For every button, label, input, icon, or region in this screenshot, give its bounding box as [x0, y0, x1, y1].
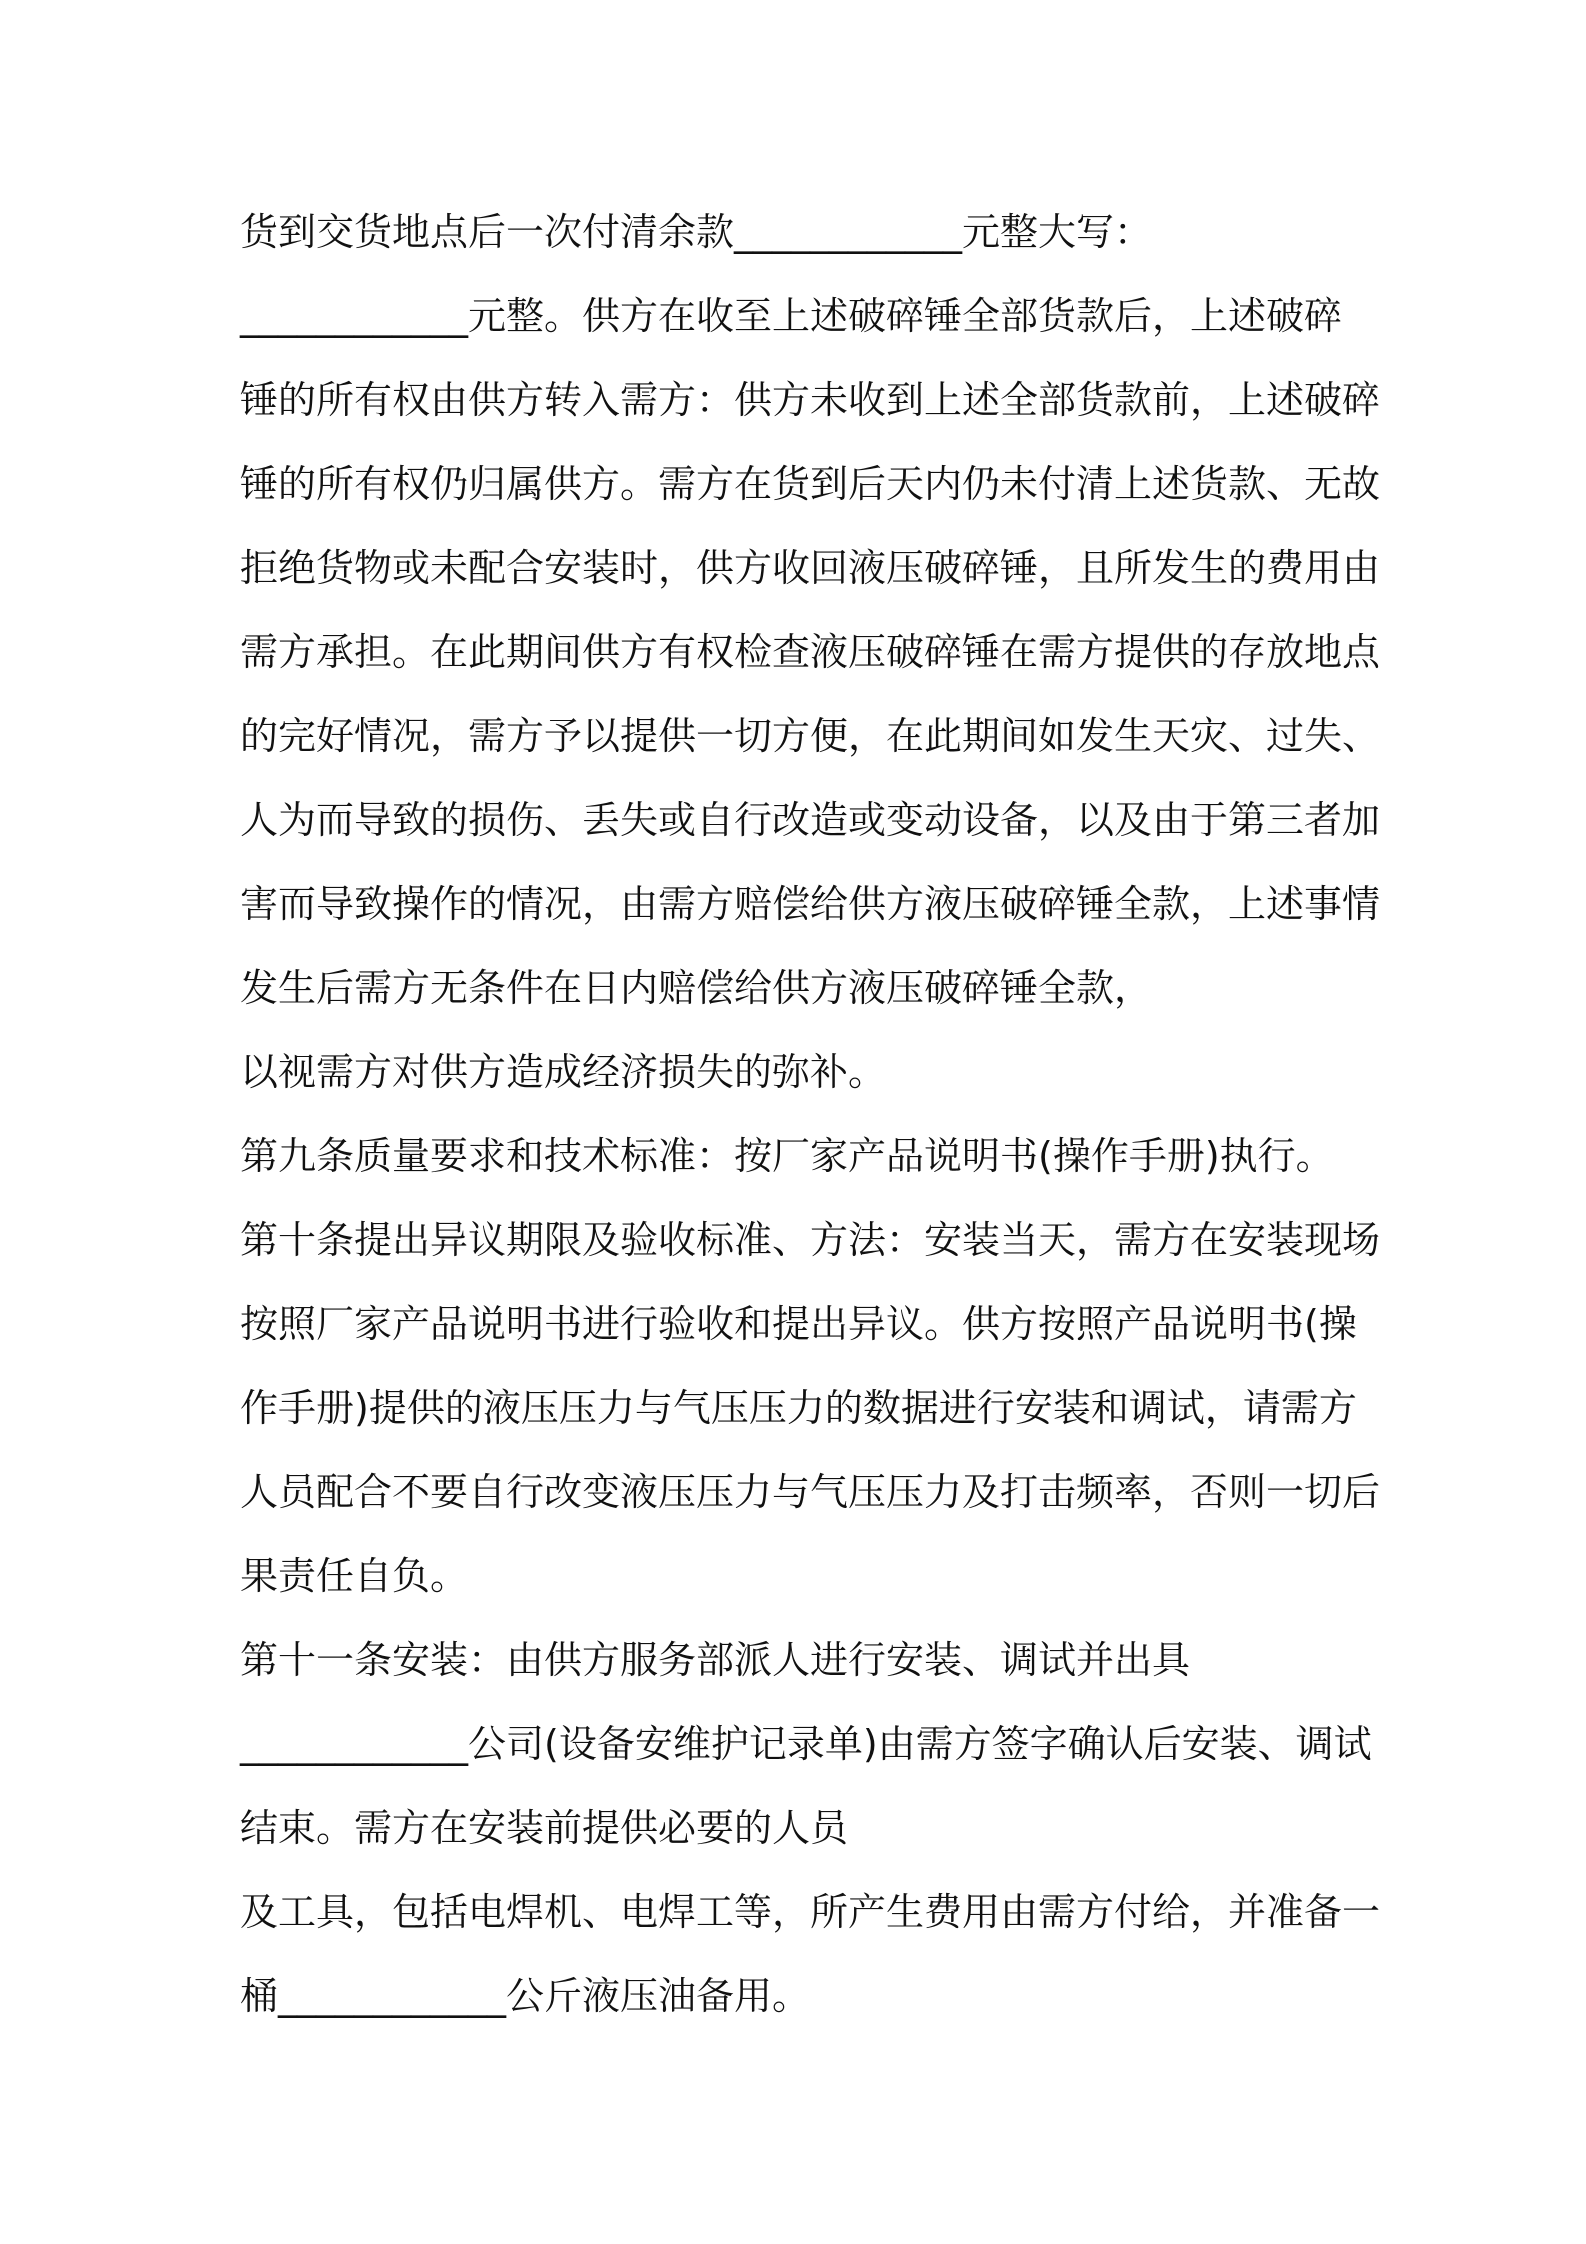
article-11-line: 第十一条安装：由供方服务部派人进行安装、调试并出具	[240, 1638, 1191, 1682]
text-line: 以视需方对供方造成经济损失的弥补。	[240, 1050, 887, 1094]
text-line: 果责任自负。	[240, 1554, 469, 1598]
text-line: ____________公司(设备安维护记录单)由需方签字确认后安装、调试	[240, 1722, 1372, 1766]
text-line: 结束。需方在安装前提供必要的人员	[240, 1806, 849, 1850]
text-line: 锤的所有权仍归属供方。需方在货到后天内仍未付清上述货款、无故	[240, 462, 1381, 506]
article-9-line: 第九条质量要求和技术标准：按厂家产品说明书(操作手册)执行。	[240, 1134, 1334, 1178]
text-line: 害而导致操作的情况，由需方赔偿给供方液压破碎锤全款，上述事情	[240, 882, 1381, 926]
text-line: ____________元整。供方在收至上述破碎锤全部货款后，上述破碎	[240, 294, 1343, 338]
text-line: 人为而导致的损伤、丢失或自行改造或变动设备，以及由于第三者加	[240, 798, 1381, 842]
text-line: 桶____________公斤液压油备用。	[240, 1974, 811, 2018]
text-line: 及工具，包括电焊机、电焊工等，所产生费用由需方付给，并准备一	[240, 1890, 1381, 1934]
text-line: 拒绝货物或未配合安装时，供方收回液压破碎锤，且所发生的费用由	[240, 546, 1381, 590]
text-line: 货到交货地点后一次付清余款____________元整大写：	[240, 210, 1153, 254]
text-line: 作手册)提供的液压压力与气压压力的数据进行安装和调试，请需方	[240, 1386, 1357, 1430]
text-line: 需方承担。在此期间供方有权检查液压破碎锤在需方提供的存放地点	[240, 630, 1381, 674]
contract-text	[240, 190, 1381, 2038]
text-line: 人员配合不要自行改变液压压力与气压压力及打击频率，否则一切后	[240, 1470, 1381, 1514]
text-line: 发生后需方无条件在日内赔偿给供方液压破碎锤全款，	[240, 966, 1153, 1010]
text-line: 按照厂家产品说明书进行验收和提出异议。供方按照产品说明书(操	[240, 1302, 1357, 1346]
text-line: 的完好情况，需方予以提供一切方便，在此期间如发生天灾、过失、	[240, 714, 1381, 758]
article-10-line: 第十条提出异议期限及验收标准、方法：安装当天，需方在安装现场	[240, 1218, 1381, 1262]
text-line: 锤的所有权由供方转入需方：供方未收到上述全部货款前，上述破碎	[240, 378, 1381, 422]
